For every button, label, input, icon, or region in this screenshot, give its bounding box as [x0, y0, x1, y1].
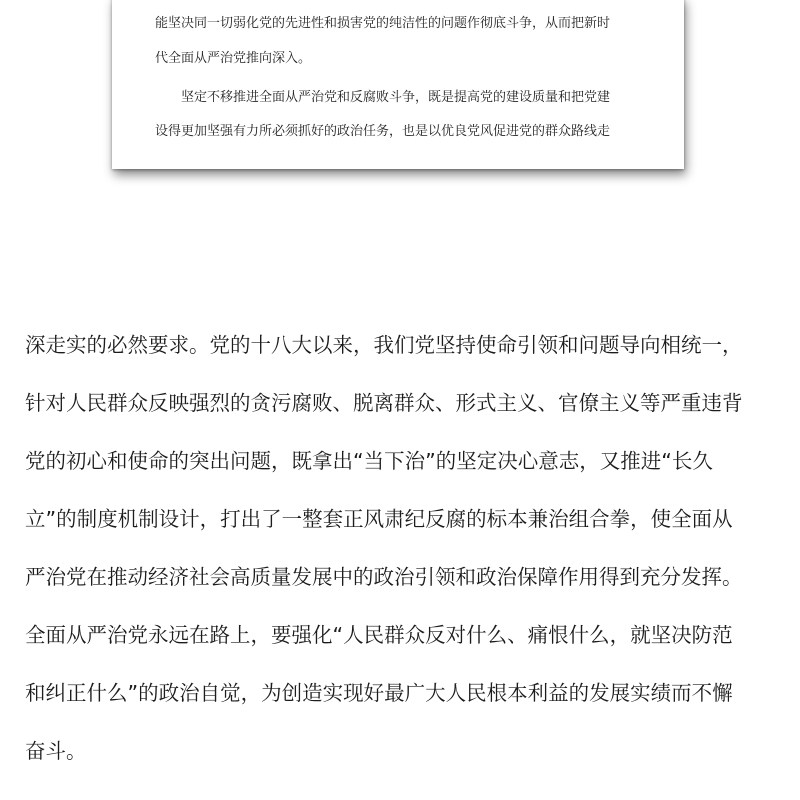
document-preview-card — [112, 0, 684, 169]
body-text-line: 针对人民群众反映强烈的贪污腐败、脱离群众、形式主义、官僚主义等严重违背 — [25, 391, 743, 415]
preview-text-line: 代全面从严治党推向深入。 — [155, 51, 312, 66]
preview-text-line: 坚定不移推进全面从严治党和反腐败斗争，既是提高党的建设质量和把党建 — [181, 90, 611, 105]
preview-text-line: 设得更加坚强有力所必须抓好的政治任务，也是以优良党风促进党的群众路线走 — [155, 124, 611, 139]
body-text-line: 严治党在推动经济社会高质量发展中的政治引领和政治保障作用得到充分发挥。 — [25, 565, 743, 589]
body-text-line: 深走实的必然要求。党的十八大以来，我们党坚持使命引领和问题导向相统一， — [25, 333, 743, 357]
body-text-line: 立”的制度机制设计，打出了一整套正风肃纪反腐的标本兼治组合拳，使全面从 — [25, 507, 733, 531]
body-text-line: 党的初心和使命的突出问题，既拿出“当下治”的坚定决心意志，又推进“长久 — [25, 449, 713, 473]
body-text-line: 全面从严治党永远在路上，要强化“人民群众反对什么、痛恨什么，就坚决防范 — [25, 623, 733, 647]
preview-text-line: 能坚决同一切弱化党的先进性和损害党的纯洁性的问题作彻底斗争，从而把新时 — [155, 16, 611, 31]
body-text-line: 奋斗。 — [25, 739, 87, 763]
body-text-line: 和纠正什么”的政治自觉，为创造实现好最广大人民根本利益的发展实绩而不懈 — [25, 681, 733, 705]
article-body — [25, 330, 785, 794]
